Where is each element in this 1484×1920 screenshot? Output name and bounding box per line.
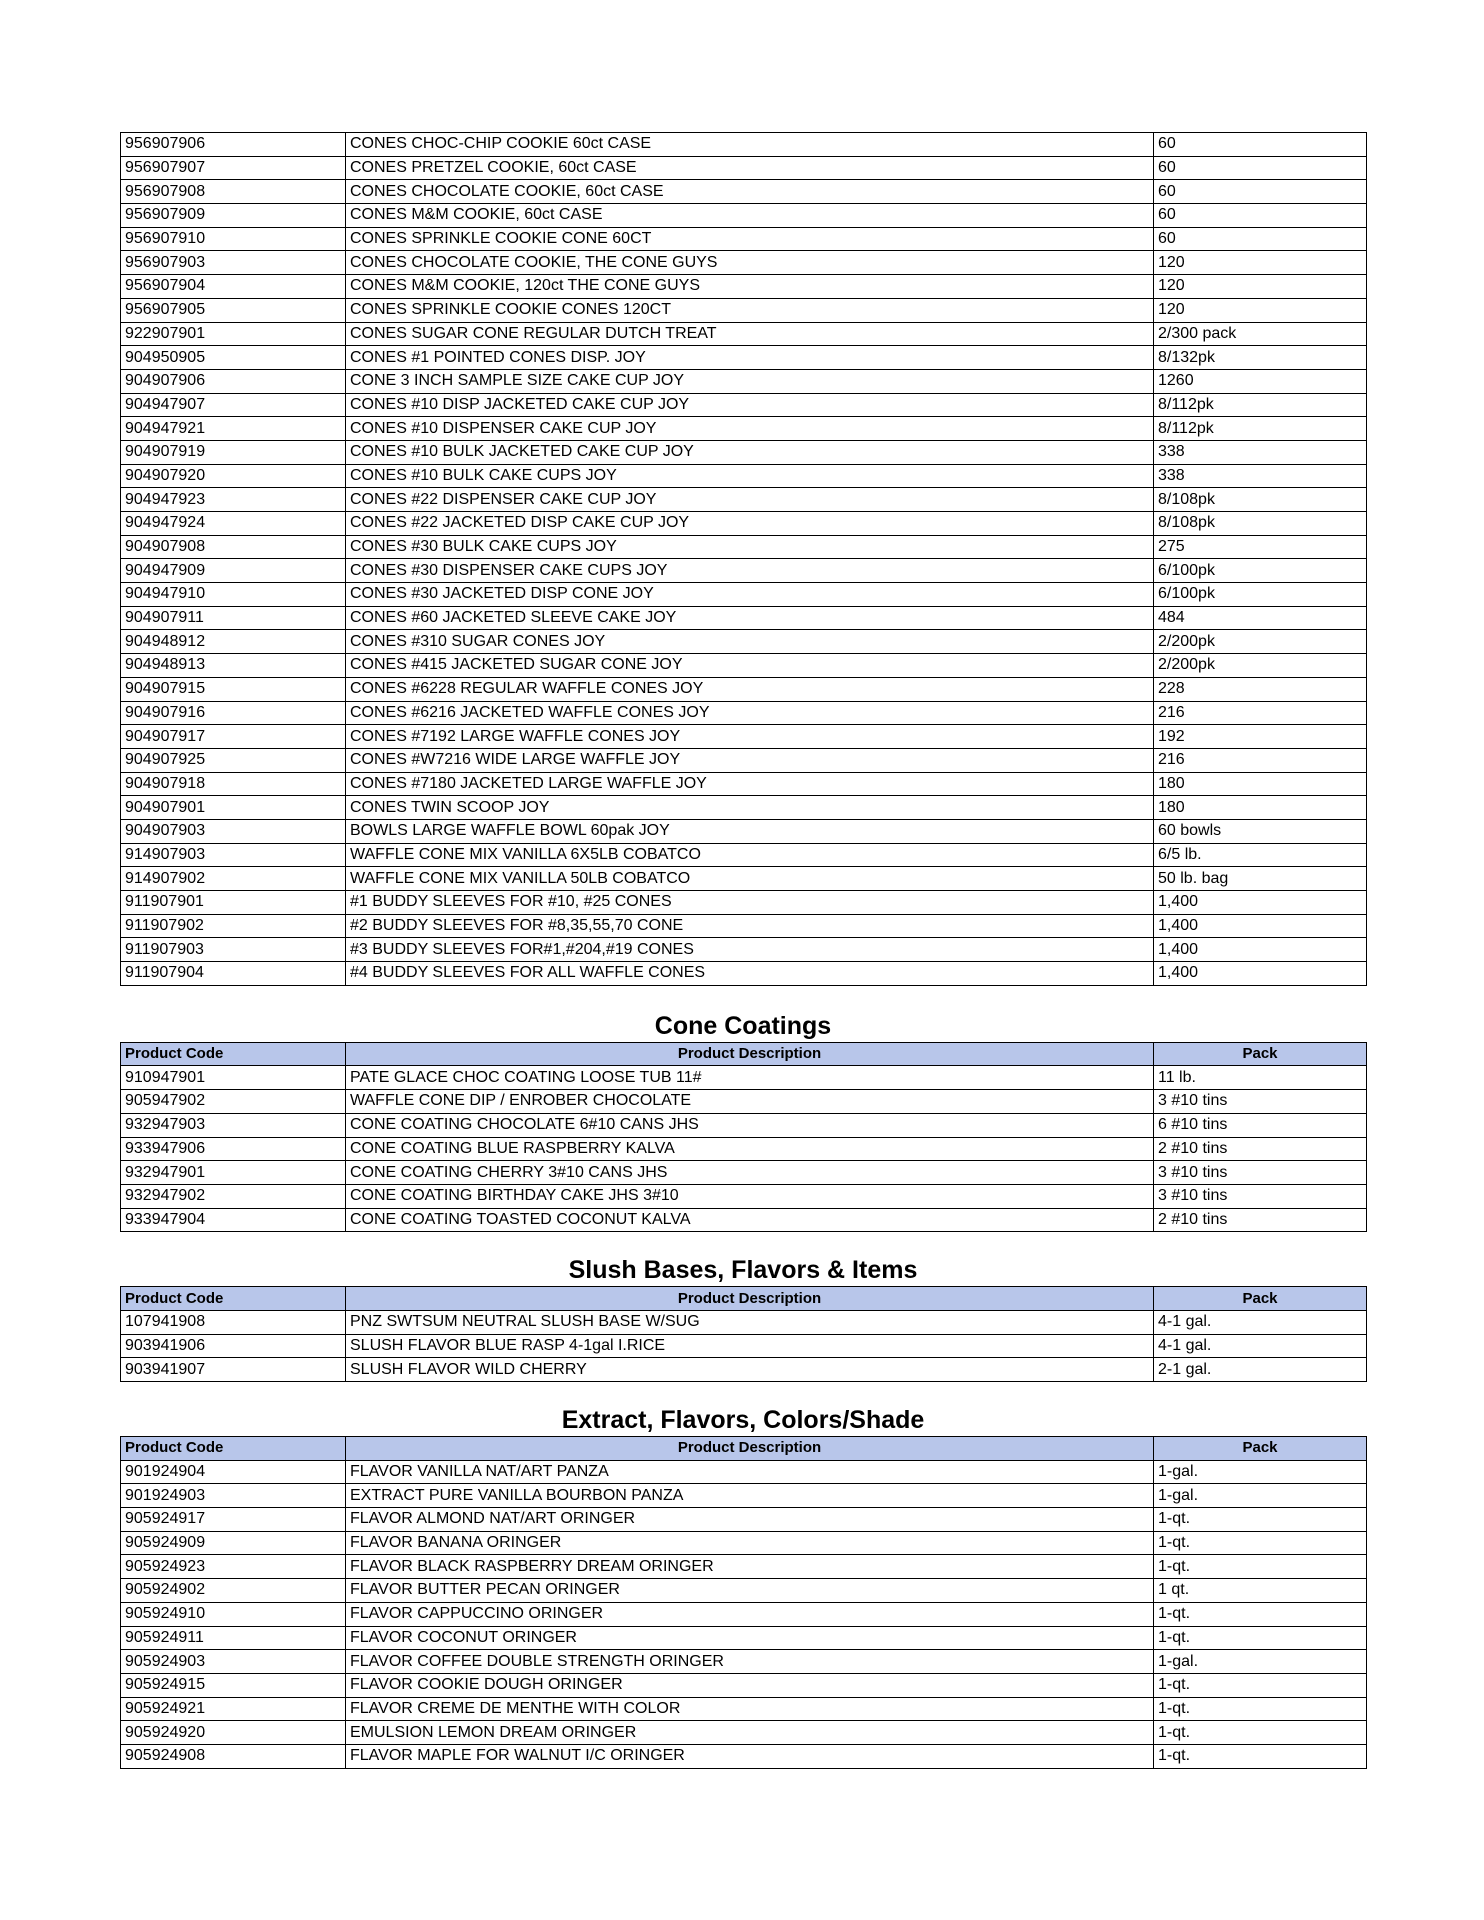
pack-cell: 3 #10 tins: [1154, 1090, 1367, 1114]
product-description-cell: CONES #22 JACKETED DISP CAKE CUP JOY: [346, 512, 1154, 536]
product-code-cell: 904907920: [121, 464, 346, 488]
cones-table-body: [121, 133, 1367, 986]
table-row: [121, 1721, 1367, 1745]
product-description-cell: SLUSH FLAVOR BLUE RASP 4-1gal I.RICE: [346, 1334, 1154, 1358]
product-code-cell: 904907903: [121, 819, 346, 843]
product-description-cell: CONES #6216 JACKETED WAFFLE CONES JOY: [346, 701, 1154, 725]
pack-cell: 1,400: [1154, 914, 1367, 938]
table-row: [121, 369, 1367, 393]
section-table: [120, 1436, 1367, 1769]
table-row: [121, 1334, 1367, 1358]
product-code-cell: 911907904: [121, 962, 346, 986]
pack-cell: 1-qt.: [1154, 1697, 1367, 1721]
product-description-cell: CONES #10 BULK CAKE CUPS JOY: [346, 464, 1154, 488]
product-code-cell: 905924908: [121, 1744, 346, 1768]
product-code-cell: 956907905: [121, 298, 346, 322]
table-row: [121, 393, 1367, 417]
pack-cell: 11 lb.: [1154, 1066, 1367, 1090]
pack-cell: 60 bowls: [1154, 819, 1367, 843]
section-spacer: [120, 1382, 1366, 1404]
product-description-cell: CONE COATING BLUE RASPBERRY KALVA: [346, 1137, 1154, 1161]
pack-cell: 60: [1154, 204, 1367, 228]
pack-cell: 1-gal.: [1154, 1460, 1367, 1484]
pack-cell: 1-qt.: [1154, 1602, 1367, 1626]
pack-cell: 1,400: [1154, 962, 1367, 986]
table-row: [121, 1744, 1367, 1768]
table-row: [121, 464, 1367, 488]
pack-cell: 192: [1154, 725, 1367, 749]
pack-cell: 60: [1154, 180, 1367, 204]
table-row: [121, 583, 1367, 607]
product-code-cell: 904947923: [121, 488, 346, 512]
table-row: [121, 725, 1367, 749]
cones-table: [120, 132, 1367, 986]
table-row: [121, 204, 1367, 228]
table-row: [121, 748, 1367, 772]
product-code-cell: 911907902: [121, 914, 346, 938]
product-description-cell: CONES CHOCOLATE COOKIE, THE CONE GUYS: [346, 251, 1154, 275]
table-row: [121, 346, 1367, 370]
pack-cell: 1 qt.: [1154, 1579, 1367, 1603]
product-description-cell: WAFFLE CONE MIX VANILLA 6X5LB COBATCO: [346, 843, 1154, 867]
pack-cell: 2 #10 tins: [1154, 1137, 1367, 1161]
product-description-cell: CONES #10 DISPENSER CAKE CUP JOY: [346, 417, 1154, 441]
product-description-cell: CONES #30 DISPENSER CAKE CUPS JOY: [346, 559, 1154, 583]
table-row: [121, 1650, 1367, 1674]
header-row: [121, 1042, 1367, 1066]
pack-cell: 60: [1154, 227, 1367, 251]
product-description-cell: FLAVOR BLACK RASPBERRY DREAM ORINGER: [346, 1555, 1154, 1579]
table-row: [121, 1602, 1367, 1626]
table-row: [121, 1137, 1367, 1161]
product-description-cell: BOWLS LARGE WAFFLE BOWL 60pak JOY: [346, 819, 1154, 843]
table-row: [121, 677, 1367, 701]
product-code-cell: 956907910: [121, 227, 346, 251]
product-code-cell: 956907904: [121, 275, 346, 299]
product-code-cell: 903941907: [121, 1358, 346, 1382]
section-table: [120, 1042, 1367, 1233]
product-code-cell: 901924904: [121, 1460, 346, 1484]
product-code-cell: 905924923: [121, 1555, 346, 1579]
product-code-cell: 904907911: [121, 606, 346, 630]
product-description-cell: CONE COATING CHERRY 3#10 CANS JHS: [346, 1161, 1154, 1185]
table-row: [121, 1484, 1367, 1508]
pack-cell: 120: [1154, 298, 1367, 322]
product-description-cell: CONES #310 SUGAR CONES JOY: [346, 630, 1154, 654]
product-code-cell: 904907916: [121, 701, 346, 725]
product-description-cell: CONES #30 BULK CAKE CUPS JOY: [346, 535, 1154, 559]
pack-cell: 6 #10 tins: [1154, 1113, 1367, 1137]
product-code-cell: 107941908: [121, 1310, 346, 1334]
product-description-cell: CONES TWIN SCOOP JOY: [346, 796, 1154, 820]
table-row: [121, 227, 1367, 251]
table-row: [121, 701, 1367, 725]
product-description-header: Product Description: [346, 1287, 1154, 1311]
product-description-cell: EMULSION LEMON DREAM ORINGER: [346, 1721, 1154, 1745]
product-code-cell: 932947903: [121, 1113, 346, 1137]
pack-cell: 120: [1154, 275, 1367, 299]
product-code-header: Product Code: [121, 1437, 346, 1461]
table-row: [121, 1184, 1367, 1208]
product-description-header: Product Description: [346, 1042, 1154, 1066]
pack-cell: 1-qt.: [1154, 1721, 1367, 1745]
product-description-cell: WAFFLE CONE DIP / ENROBER CHOCOLATE: [346, 1090, 1154, 1114]
product-description-cell: CONES #30 JACKETED DISP CONE JOY: [346, 583, 1154, 607]
product-description-cell: FLAVOR COOKIE DOUGH ORINGER: [346, 1673, 1154, 1697]
section-title: Cone Coatings: [654, 1011, 832, 1040]
table-row: [121, 1208, 1367, 1232]
table-row: [121, 180, 1367, 204]
product-code-cell: 904907906: [121, 369, 346, 393]
product-code-cell: 932947901: [121, 1161, 346, 1185]
product-description-cell: FLAVOR CAPPUCCINO ORINGER: [346, 1602, 1154, 1626]
product-description-cell: SLUSH FLAVOR WILD CHERRY: [346, 1358, 1154, 1382]
product-code-cell: 904947921: [121, 417, 346, 441]
header-row: [121, 1437, 1367, 1461]
section-title: Slush Bases, Flavors & Items: [568, 1256, 918, 1285]
product-code-cell: 914907902: [121, 867, 346, 891]
table-row: [121, 251, 1367, 275]
product-code-cell: 956907906: [121, 133, 346, 157]
table-row: [121, 156, 1367, 180]
table-row: [121, 1113, 1367, 1137]
section-spacer: [120, 1232, 1366, 1254]
product-description-cell: PATE GLACE CHOC COATING LOOSE TUB 11#: [346, 1066, 1154, 1090]
table-row: [121, 1579, 1367, 1603]
product-code-cell: 905924920: [121, 1721, 346, 1745]
pack-cell: 8/112pk: [1154, 393, 1367, 417]
pack-cell: 4-1 gal.: [1154, 1334, 1367, 1358]
product-description-cell: CONE COATING BIRTHDAY CAKE JHS 3#10: [346, 1184, 1154, 1208]
pack-cell: 1-qt.: [1154, 1673, 1367, 1697]
pack-cell: 8/108pk: [1154, 488, 1367, 512]
table-row: [121, 819, 1367, 843]
product-code-cell: 905947902: [121, 1090, 346, 1114]
section-table: [120, 1286, 1367, 1382]
product-code-cell: 932947902: [121, 1184, 346, 1208]
product-description-cell: FLAVOR BUTTER PECAN ORINGER: [346, 1579, 1154, 1603]
product-code-cell: 914907903: [121, 843, 346, 867]
product-description-cell: CONES CHOCOLATE COOKIE, 60ct CASE: [346, 180, 1154, 204]
product-code-cell: 905924911: [121, 1626, 346, 1650]
table-row: [121, 891, 1367, 915]
product-code-cell: 904907919: [121, 440, 346, 464]
product-code-cell: 905924921: [121, 1697, 346, 1721]
product-code-cell: 904947910: [121, 583, 346, 607]
pack-cell: 1-gal.: [1154, 1650, 1367, 1674]
table-row: [121, 488, 1367, 512]
product-code-cell: 956907908: [121, 180, 346, 204]
product-description-header: Product Description: [346, 1437, 1154, 1461]
product-code-cell: 904947909: [121, 559, 346, 583]
product-code-cell: 904947907: [121, 393, 346, 417]
pack-cell: 50 lb. bag: [1154, 867, 1367, 891]
product-code-cell: 903941906: [121, 1334, 346, 1358]
table-row: [121, 1697, 1367, 1721]
pack-cell: 3 #10 tins: [1154, 1161, 1367, 1185]
product-description-cell: CONES #22 DISPENSER CAKE CUP JOY: [346, 488, 1154, 512]
product-code-cell: 905924910: [121, 1602, 346, 1626]
pack-cell: 8/108pk: [1154, 512, 1367, 536]
product-description-cell: CONE COATING TOASTED COCONUT KALVA: [346, 1208, 1154, 1232]
product-description-cell: FLAVOR MAPLE FOR WALNUT I/C ORINGER: [346, 1744, 1154, 1768]
product-code-cell: 933947906: [121, 1137, 346, 1161]
product-code-cell: 904907908: [121, 535, 346, 559]
pack-cell: 1,400: [1154, 891, 1367, 915]
product-description-cell: CONES #7192 LARGE WAFFLE CONES JOY: [346, 725, 1154, 749]
pack-cell: 1,400: [1154, 938, 1367, 962]
table-row: [121, 914, 1367, 938]
product-code-cell: 910947901: [121, 1066, 346, 1090]
product-code-cell: 956907903: [121, 251, 346, 275]
pack-cell: 180: [1154, 796, 1367, 820]
table-row: [121, 867, 1367, 891]
sections-container: [120, 1010, 1366, 1769]
pack-cell: 4-1 gal.: [1154, 1310, 1367, 1334]
product-code-cell: 905924902: [121, 1579, 346, 1603]
product-description-cell: WAFFLE CONE MIX VANILLA 50LB COBATCO: [346, 867, 1154, 891]
product-description-cell: CONES #6228 REGULAR WAFFLE CONES JOY: [346, 677, 1154, 701]
pack-header: Pack: [1154, 1042, 1367, 1066]
pack-cell: 60: [1154, 133, 1367, 157]
product-description-cell: CONE 3 INCH SAMPLE SIZE CAKE CUP JOY: [346, 369, 1154, 393]
product-description-cell: CONES #60 JACKETED SLEEVE CAKE JOY: [346, 606, 1154, 630]
pack-cell: 1-qt.: [1154, 1744, 1367, 1768]
table-row: [121, 796, 1367, 820]
table-row: [121, 417, 1367, 441]
product-code-cell: 905924903: [121, 1650, 346, 1674]
product-code-cell: 905924915: [121, 1673, 346, 1697]
product-description-cell: #3 BUDDY SLEEVES FOR#1,#204,#19 CONES: [346, 938, 1154, 962]
table-row: [121, 843, 1367, 867]
table-row: [121, 1161, 1367, 1185]
pack-cell: 2 #10 tins: [1154, 1208, 1367, 1232]
product-code-cell: 901924903: [121, 1484, 346, 1508]
product-description-cell: CONE COATING CHOCOLATE 6#10 CANS JHS: [346, 1113, 1154, 1137]
pack-cell: 216: [1154, 748, 1367, 772]
table-row: [121, 512, 1367, 536]
product-description-cell: PNZ SWTSUM NEUTRAL SLUSH BASE W/SUG: [346, 1310, 1154, 1334]
table-row: [121, 772, 1367, 796]
pack-cell: 1-qt.: [1154, 1555, 1367, 1579]
pack-cell: 1-qt.: [1154, 1626, 1367, 1650]
section-title: Extract, Flavors, Colors/Shade: [561, 1406, 925, 1434]
product-code-cell: 956907907: [121, 156, 346, 180]
product-code-cell: 905924909: [121, 1531, 346, 1555]
product-code-cell: 904948912: [121, 630, 346, 654]
table-row: [121, 440, 1367, 464]
pack-cell: 1-qt.: [1154, 1531, 1367, 1555]
product-code-cell: 904950905: [121, 346, 346, 370]
pack-cell: 6/100pk: [1154, 583, 1367, 607]
table-row: [121, 1673, 1367, 1697]
product-code-cell: 904907915: [121, 677, 346, 701]
table-row: [121, 962, 1367, 986]
price-list-page: [120, 132, 1366, 1769]
product-description-cell: CONES #7180 JACKETED LARGE WAFFLE JOY: [346, 772, 1154, 796]
table-row: [121, 1555, 1367, 1579]
pack-cell: 338: [1154, 464, 1367, 488]
product-code-cell: 904907901: [121, 796, 346, 820]
pack-cell: 2/200pk: [1154, 630, 1367, 654]
pack-cell: 2/300 pack: [1154, 322, 1367, 346]
pack-cell: 2-1 gal.: [1154, 1358, 1367, 1382]
product-description-cell: CONES SPRINKLE COOKIE CONES 120CT: [346, 298, 1154, 322]
table-row: [121, 1460, 1367, 1484]
table-row: [121, 535, 1367, 559]
product-description-cell: EXTRACT PURE VANILLA BOURBON PANZA: [346, 1484, 1154, 1508]
table-row: [121, 1066, 1367, 1090]
product-code-cell: 904907918: [121, 772, 346, 796]
header-row: [121, 1287, 1367, 1311]
pack-cell: 1260: [1154, 369, 1367, 393]
product-description-cell: FLAVOR CREME DE MENTHE WITH COLOR: [346, 1697, 1154, 1721]
product-description-cell: CONES PRETZEL COOKIE, 60ct CASE: [346, 156, 1154, 180]
product-code-cell: 933947904: [121, 1208, 346, 1232]
product-description-cell: CONES SPRINKLE COOKIE CONE 60CT: [346, 227, 1154, 251]
pack-cell: 6/5 lb.: [1154, 843, 1367, 867]
pack-cell: 8/112pk: [1154, 417, 1367, 441]
pack-cell: 1-qt.: [1154, 1508, 1367, 1532]
product-code-cell: 904948913: [121, 654, 346, 678]
product-description-cell: FLAVOR ALMOND NAT/ART ORINGER: [346, 1508, 1154, 1532]
pack-cell: 338: [1154, 440, 1367, 464]
pack-cell: 228: [1154, 677, 1367, 701]
product-description-cell: #1 BUDDY SLEEVES FOR #10, #25 CONES: [346, 891, 1154, 915]
product-code-cell: 911907903: [121, 938, 346, 962]
pack-cell: 6/100pk: [1154, 559, 1367, 583]
pack-cell: 120: [1154, 251, 1367, 275]
table-row: [121, 630, 1367, 654]
table-row: [121, 1508, 1367, 1532]
table-row: [121, 559, 1367, 583]
product-code-header: Product Code: [121, 1042, 346, 1066]
table-row: [121, 1626, 1367, 1650]
product-description-cell: CONES CHOC-CHIP COOKIE 60ct CASE: [346, 133, 1154, 157]
pack-cell: 2/200pk: [1154, 654, 1367, 678]
product-code-cell: 904907917: [121, 725, 346, 749]
pack-cell: 216: [1154, 701, 1367, 725]
product-description-cell: CONES #10 BULK JACKETED CAKE CUP JOY: [346, 440, 1154, 464]
pack-cell: 275: [1154, 535, 1367, 559]
pack-cell: 8/132pk: [1154, 346, 1367, 370]
product-description-cell: CONES SUGAR CONE REGULAR DUTCH TREAT: [346, 322, 1154, 346]
product-code-header: Product Code: [121, 1287, 346, 1311]
pack-cell: 3 #10 tins: [1154, 1184, 1367, 1208]
pack-cell: 60: [1154, 156, 1367, 180]
table-row: [121, 298, 1367, 322]
table-row: [121, 606, 1367, 630]
table-row: [121, 1310, 1367, 1334]
table-row: [121, 322, 1367, 346]
pack-cell: 1-gal.: [1154, 1484, 1367, 1508]
product-code-cell: 904907925: [121, 748, 346, 772]
product-code-cell: 904947924: [121, 512, 346, 536]
product-description-cell: FLAVOR COFFEE DOUBLE STRENGTH ORINGER: [346, 1650, 1154, 1674]
product-description-cell: FLAVOR BANANA ORINGER: [346, 1531, 1154, 1555]
product-description-cell: FLAVOR COCONUT ORINGER: [346, 1626, 1154, 1650]
pack-header: Pack: [1154, 1437, 1367, 1461]
table-row: [121, 938, 1367, 962]
table-row: [121, 275, 1367, 299]
pack-cell: 180: [1154, 772, 1367, 796]
product-description-cell: CONES #1 POINTED CONES DISP. JOY: [346, 346, 1154, 370]
product-code-cell: 905924917: [121, 1508, 346, 1532]
pack-header: Pack: [1154, 1287, 1367, 1311]
product-description-cell: #2 BUDDY SLEEVES FOR #8,35,55,70 CONE: [346, 914, 1154, 938]
product-description-cell: CONES #10 DISP JACKETED CAKE CUP JOY: [346, 393, 1154, 417]
table-row: [121, 1090, 1367, 1114]
product-description-cell: CONES #415 JACKETED SUGAR CONE JOY: [346, 654, 1154, 678]
product-code-cell: 911907901: [121, 891, 346, 915]
product-description-cell: CONES M&M COOKIE, 60ct CASE: [346, 204, 1154, 228]
product-code-cell: 956907909: [121, 204, 346, 228]
product-code-cell: 922907901: [121, 322, 346, 346]
table-row: [121, 1531, 1367, 1555]
product-description-cell: FLAVOR VANILLA NAT/ART PANZA: [346, 1460, 1154, 1484]
table-row: [121, 654, 1367, 678]
product-description-cell: CONES #W7216 WIDE LARGE WAFFLE JOY: [346, 748, 1154, 772]
table-row: [121, 133, 1367, 157]
pack-cell: 484: [1154, 606, 1367, 630]
product-description-cell: #4 BUDDY SLEEVES FOR ALL WAFFLE CONES: [346, 962, 1154, 986]
table-row: [121, 1358, 1367, 1382]
product-description-cell: CONES M&M COOKIE, 120ct THE CONE GUYS: [346, 275, 1154, 299]
